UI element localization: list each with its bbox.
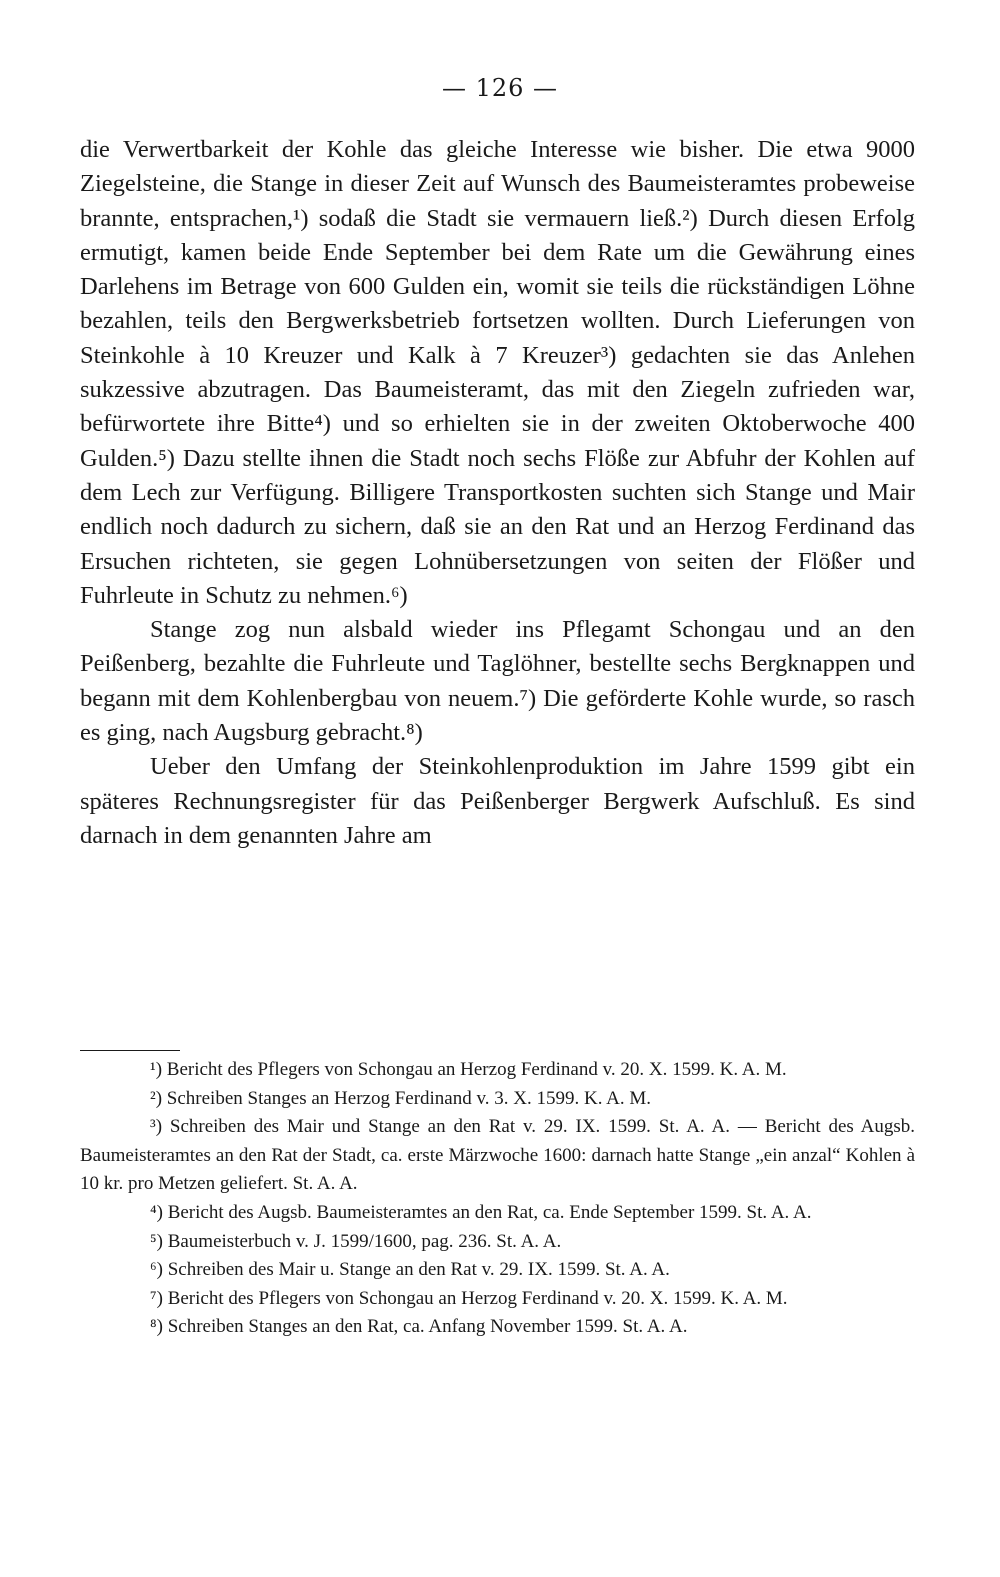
footnote: ³) Schreiben des Mair und Stange an den Rat v. 29. IX. 1599. St. A. A. — Bericht des Augsb. Baumeisteramtes an den Rat der Stadt, ca. erste Märzwoche 1600: darnach hatte Stange „ein anzal“ Kohlen à 10 kr. pro Metzen geliefert. St. A. A. — [80, 1116, 915, 1195]
footnote: ²) Schreiben Stanges an Herzog Ferdinand v. 3. X. 1599. K. A. M. — [150, 1087, 652, 1109]
paragraph: Ueber den Umfang der Steinkohlenproduktion im Jahre 1599 gibt ein späteres Rechnungsregister für das Peißenberger Bergwerk Aufschluß. Es sind darnach in dem genannten Jahre am — [80, 753, 915, 849]
footnote-divider — [80, 1050, 180, 1051]
footnote: ¹) Bericht des Pflegers von Schongau an Herzog Ferdinand v. 20. X. 1599. K. A. M. — [150, 1059, 787, 1080]
paragraph: Stange zog nun alsbald wieder ins Pflegamt Schongau und an den Peißenberg, bezahlte die Fuhrleute und Taglöhner, bestellte sechs Bergknappen und begann mit dem Kohlenbergbau von neuem.⁷) Die geförderte Kohle wurde, so rasch es ging, nach Augsburg gebracht.⁸) — [80, 616, 915, 747]
footnote: ⁴) Bericht des Augsb. Baumeisteramtes an den Rat, ca. Ende September 1599. St. A. A. — [150, 1201, 812, 1223]
page-number: — 126 — — [441, 74, 559, 102]
footnote: ⁵) Baumeisterbuch v. J. 1599/1600, pag. 236. St. A. A. — [150, 1230, 562, 1252]
body-text — [80, 133, 915, 853]
footnote: ⁷) Bericht des Pflegers von Schongau an Herzog Ferdinand v. 20. X. 1599. K. A. M. — [150, 1287, 788, 1309]
footnote: ⁸) Schreiben Stanges an den Rat, ca. Anfang November 1599. St. A. A. — [150, 1316, 688, 1338]
paragraph: die Verwertbarkeit der Kohle das gleiche Interesse wie bisher. Die etwa 9000 Ziegelsteine, die Stange in dieser Zeit auf Wunsch des Baumeisteramtes probeweise brannte, entsprachen,¹) sodaß die Stadt sie vermauern ließ.²) Durch diesen Erfolg ermutigt, kamen beide Ende September bei dem Rate um die Gewährung eines Darlehens im Betrage von 600 Gulden ein, womit sie teils die rückständigen Löhne bezahlen, teils den Bergwerksbetrieb fortsetzen wollten. Durch Lieferungen von Steinkohle à 10 Kreuzer und Kalk à 7 Kreuzer³) gedachten sie das Anlehen sukzessive abzutragen. Das Baumeisteramt, das mit den Ziegeln zufrieden war, befürwortete ihre Bitte⁴) und so erhielten sie in der zweiten Oktoberwoche 400 Gulden.⁵) Dazu stellte ihnen die Stadt noch sechs Flöße zur Abfuhr der Kohlen auf dem Lech zur Verfügung. Billigere Transportkosten suchten sich Stange und Mair endlich noch dadurch zu sichern, daß sie an den Rat und an Herzog Ferdinand das Ersuchen richteten, sie gegen Lohnübersetzungen von seiten der Flößer und Fuhrleute in Schutz zu nehmen.⁶) — [80, 136, 915, 609]
footnotes — [80, 1056, 915, 1342]
footnote: ⁶) Schreiben des Mair u. Stange an den Rat v. 29. IX. 1599. St. A. A. — [150, 1259, 670, 1281]
